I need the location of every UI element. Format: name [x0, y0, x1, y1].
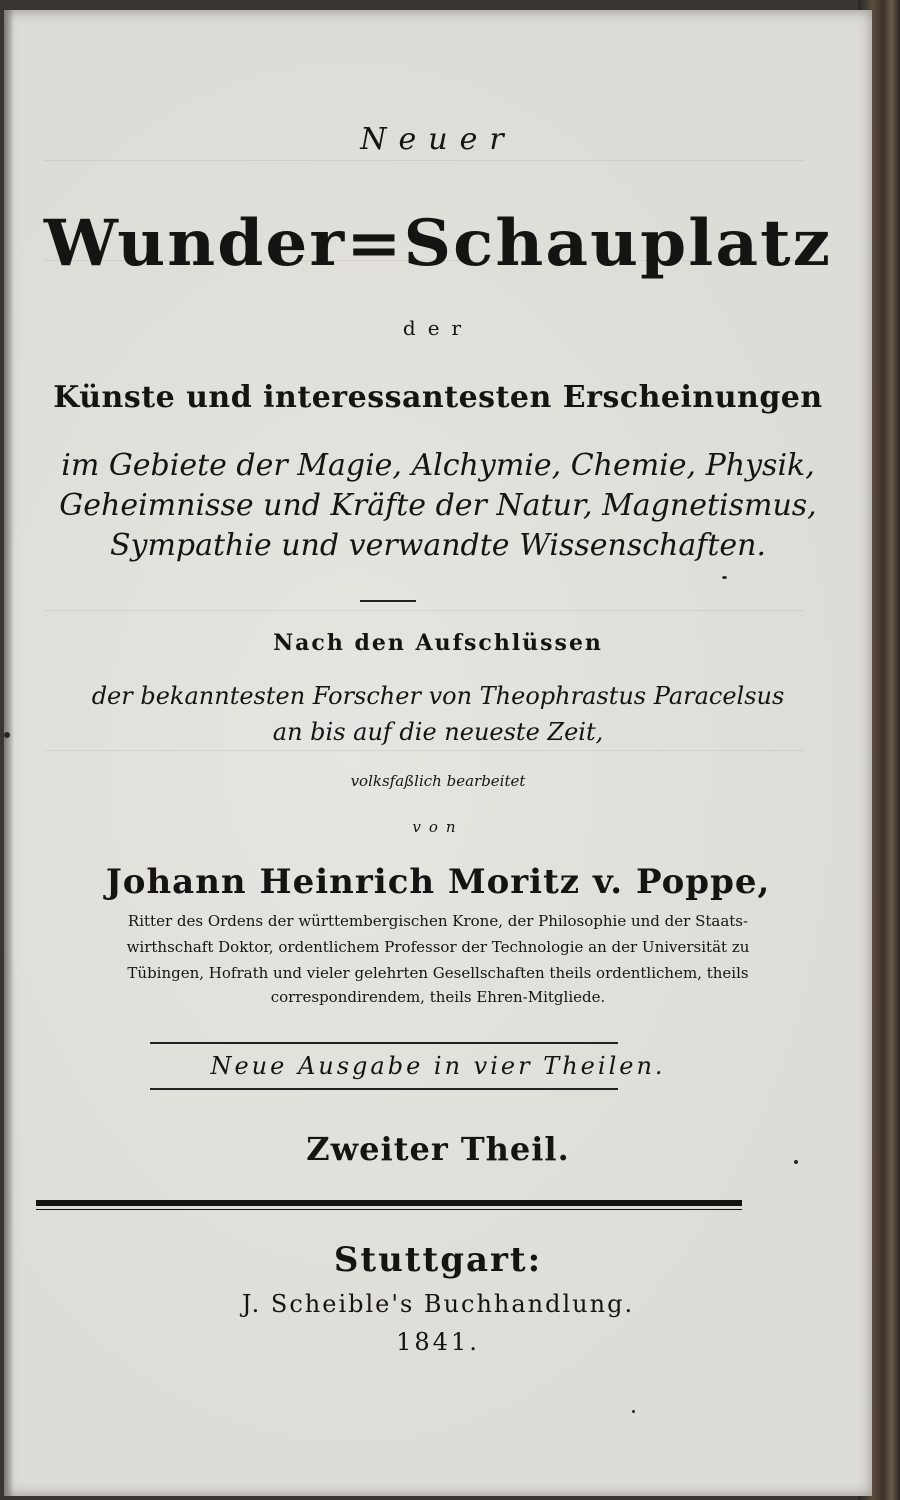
imprint-city: Stuttgart:: [333, 1240, 543, 1280]
author-title-line-3: Tübingen, Hofrath und vieler gelehrten Gesellschaften theils ordentlichem, theils: [127, 964, 749, 982]
subtitle: Künste und interessantesten Erscheinungen: [53, 380, 823, 415]
title-neuer: Neuer: [360, 122, 516, 157]
source-line-2: an bis auf die neueste Zeit,: [272, 718, 604, 746]
von-line: von: [412, 818, 464, 836]
imprint-thick-rule: [36, 1200, 742, 1206]
bleed-through-line: [44, 610, 804, 611]
scope-line-1: im Gebiete der Magie, Alchymie, Chemie, Physik,: [61, 448, 815, 483]
nach-heading: Nach den Aufschlüssen: [273, 630, 603, 656]
edition-rule-bottom: [150, 1088, 618, 1090]
title-der: der: [402, 316, 474, 340]
author-name: Johann Heinrich Moritz v. Poppe,: [105, 862, 771, 902]
short-divider: [360, 600, 416, 602]
main-title: Wunder=Schauplatz: [43, 206, 833, 281]
volksfasslich-line: volksfaßlich bearbeitet: [350, 772, 526, 790]
source-line-1: der bekanntesten Forscher von Theophrastus Paracelsus: [91, 682, 785, 710]
imprint-publisher: J. Scheible's Buchhandlung.: [241, 1290, 635, 1318]
bleed-through-line: [44, 160, 804, 161]
author-title-line-2: wirthschaft Doktor, ordentlichem Professor der Technologie an der Universität zu: [126, 938, 750, 956]
edition-rule-top: [150, 1042, 618, 1044]
part-title: Zweiter Theil.: [306, 1130, 570, 1168]
paper-speck: [632, 1410, 635, 1413]
title-page: [4, 10, 872, 1496]
imprint-thin-rule: [36, 1209, 742, 1210]
author-title-line-4: correspondirendem, theils Ehren-Mitgliede.: [270, 988, 606, 1006]
imprint-year: 1841.: [396, 1328, 480, 1356]
scope-line-3: Sympathie und verwandte Wissenschaften.: [109, 528, 767, 563]
edition-line: Neue Ausgabe in vier Theilen.: [210, 1052, 666, 1080]
paper-speck: [4, 732, 10, 738]
paper-speck: [722, 576, 727, 579]
paper-speck: [794, 1160, 798, 1164]
bleed-through-line: [44, 750, 804, 751]
author-title-line-1: Ritter des Ordens der württembergischen Krone, der Philosophie und der Staats-: [127, 912, 749, 930]
scope-line-2: Geheimnisse und Kräfte der Natur, Magnetismus,: [59, 488, 817, 523]
